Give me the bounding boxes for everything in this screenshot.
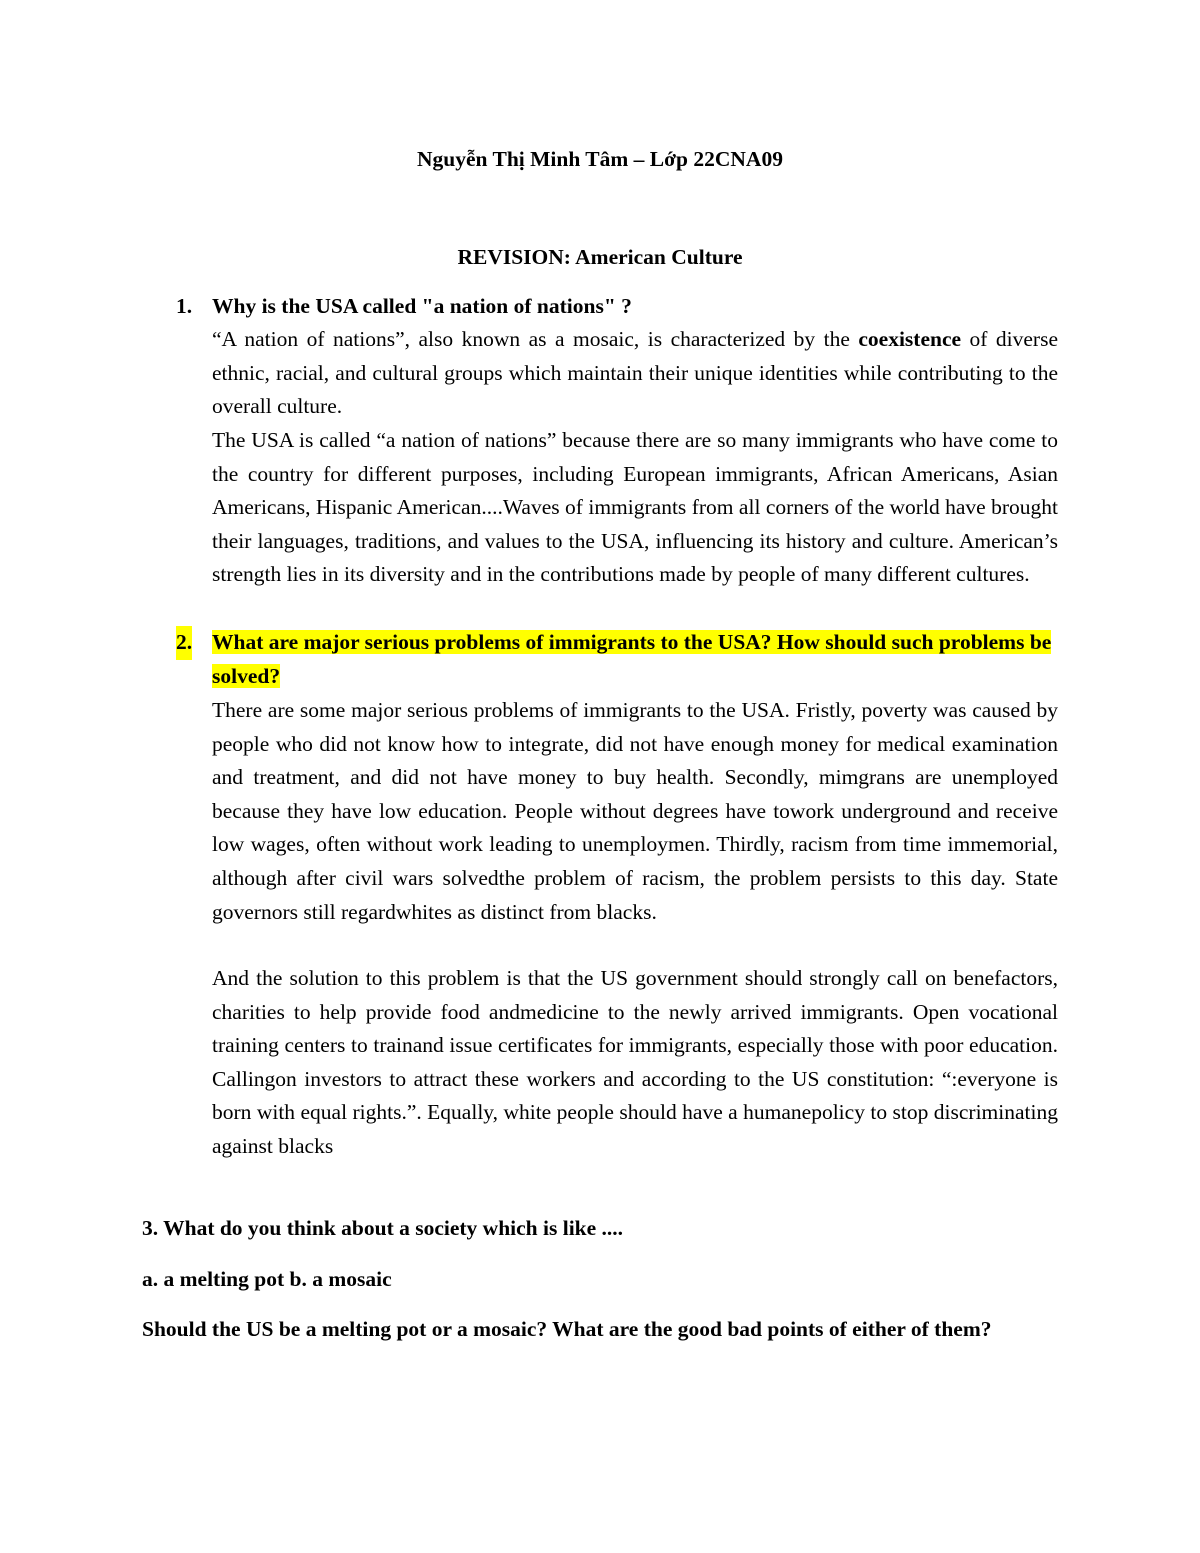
question-2-highlight: What are major serious problems of immigrants to the USA? How should such problems be solved? bbox=[212, 630, 1052, 688]
question-1-number: 1. bbox=[176, 294, 193, 318]
question-2-answer-paragraph-2: And the solution to this problem is that the US government should strongly call on benefactors, charities to help provide food andmedicine to the newly arrived immigrants. Open vocational training centers to trainand issue certificates for immigrants, especially those with poor education. Callingon investors to attract these workers and according to the US constitution: “:everyone is born with equal rights.”. Equally, white people should have a humanepolicy to stop discriminating against blacks bbox=[212, 966, 1058, 1158]
question-3-prompt: Should the US be a melting pot or a mosaic? What are the good bad points of either of them? bbox=[142, 1317, 992, 1341]
question-2-number: 2. bbox=[176, 626, 192, 660]
question-1-answer-paragraph-1 bbox=[212, 323, 1058, 424]
question-2-answer-paragraph-1: There are some major serious problems of immigrants to the USA. Fristly, poverty was caused by people who did not know how to integrate, did not have enough money for medical examination and treatment, and did not have money to buy health. Secondly, mimgrans are unemployed because they have low education. People without degrees have towork underground and receive low wages, often without work leading to unemploymen. Thirdly, racism from time immemorial, although after civil wars solvedthe problem of racism, the problem persists to this day. State governors still regardwhites as distinct from blacks. bbox=[212, 698, 1058, 924]
question-1-answer-paragraph-2: The USA is called “a nation of nations” because there are so many immigrants who have come to the country for different purposes, including European immigrants, African Americans, Asian Americans, Hispanic American....Waves of immigrants from all corners of the world have brought their languages, traditions, and values to the USA, influencing its history and culture. American’s strength lies in its diversity and in the contributions made by people of many different cultures. bbox=[212, 428, 1058, 587]
question-3-line-1: 3. What do you think about a society which is like .... bbox=[142, 1216, 624, 1240]
question-3-options: a. a melting pot b. a mosaic bbox=[142, 1267, 392, 1291]
answer-bold-term: coexistence bbox=[858, 327, 962, 351]
answer-text: of diverse ethnic, racial, and cultural groups which maintain their unique identities while contributing to the overall culture. bbox=[212, 327, 1058, 419]
question-2-text bbox=[212, 626, 1058, 693]
answer-text: “A nation of nations”, also known as a mosaic, is characterized by the bbox=[212, 327, 859, 351]
author-line: Nguyễn Thị Minh Tâm – Lớp 22CNA09 bbox=[417, 147, 783, 171]
page-title: REVISION: American Culture bbox=[457, 245, 743, 269]
question-1-text: Why is the USA called "a nation of nations" ? bbox=[212, 294, 632, 318]
